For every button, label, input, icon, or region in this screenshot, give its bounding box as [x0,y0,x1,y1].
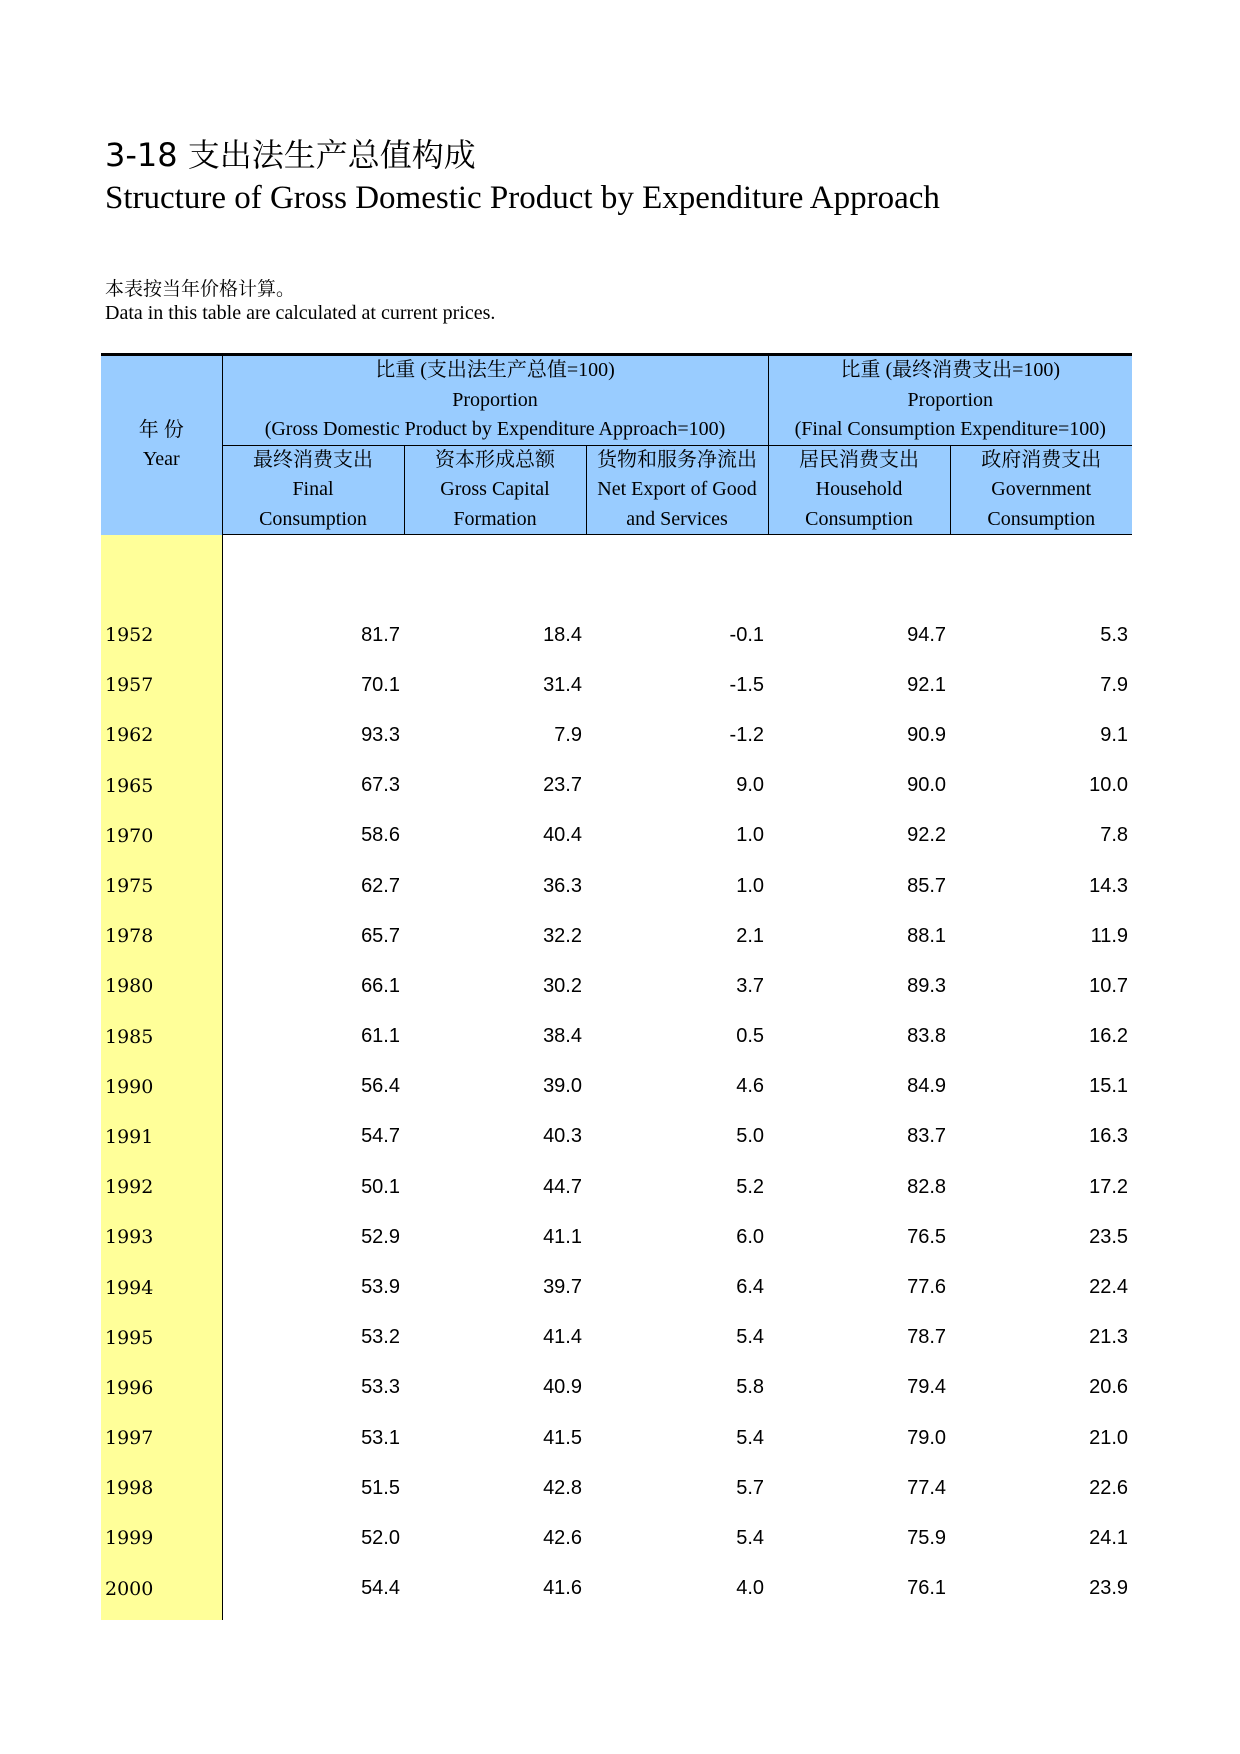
table-row [101,811,1132,861]
year-cell: 1978 [101,911,222,961]
group-consumption-line1: 比重 (最终消费支出=100) [840,359,1061,381]
value-cell: 53.2 [361,1326,400,1349]
table-body [101,535,1132,1620]
table-row [101,660,1132,710]
value-cell: 92.2 [907,824,947,847]
gdp-structure-table [101,353,1132,1620]
value-cell: 22.6 [1089,1476,1129,1499]
value-cell: 5.8 [736,1376,765,1399]
table-row [101,610,1132,660]
value-cell: 81.7 [361,623,400,646]
value-cell: 75.9 [907,1526,947,1549]
column-header-en2: and Services [626,507,728,530]
value-cell: 82.8 [907,1175,947,1198]
value-cell [404,535,586,611]
table-end-row [101,1614,1132,1620]
column-header-en2: Consumption [805,507,913,530]
value-cell [950,1614,1132,1620]
value-cell: 20.6 [1089,1376,1129,1399]
year-cell: 1992 [101,1162,222,1212]
value-cell: 41.4 [543,1326,582,1349]
value-cell [586,1614,768,1620]
value-cell: 2.1 [736,924,765,947]
value-cell: 7.9 [554,723,582,746]
value-cell: 4.6 [736,1075,765,1098]
column-header-en2: Consumption [987,507,1096,530]
column-header-cn: 资本形成总额 [435,448,555,471]
year-cell: 1985 [101,1012,222,1062]
value-cell: 77.4 [907,1476,947,1499]
year-cell: 1997 [101,1413,222,1463]
group-header-consumption [768,355,1132,446]
column-header-gross-capital-formation [404,445,586,535]
table-row [101,710,1132,760]
value-cell: 84.9 [907,1075,947,1098]
value-cell: 1.0 [736,874,765,897]
table-row [101,1413,1132,1463]
value-cell: 40.3 [543,1125,582,1148]
table-row [101,961,1132,1011]
value-cell: 85.7 [907,874,947,897]
value-cell [222,535,404,611]
value-cell: 14.3 [1089,874,1129,897]
value-cell [404,1614,586,1620]
value-cell: 54.4 [361,1577,400,1600]
value-cell: -1.2 [729,723,765,746]
value-cell: 53.3 [361,1376,400,1399]
value-cell: 23.9 [1089,1577,1129,1600]
value-cell: 30.2 [543,974,582,997]
value-cell: 51.5 [361,1476,400,1499]
value-cell: -1.5 [729,673,765,696]
value-cell: 90.9 [907,723,947,746]
value-cell: 21.3 [1089,1326,1129,1349]
value-cell: 16.3 [1089,1125,1129,1148]
value-cell: 39.7 [543,1276,582,1299]
column-header-cn: 最终消费支出 [253,448,373,471]
value-cell: 78.7 [907,1326,947,1349]
value-cell: 94.7 [907,623,947,646]
value-cell: 6.4 [736,1276,765,1299]
page-title-cn: 3-18 支出法生产总值构成 [105,136,476,174]
value-cell: 40.9 [543,1376,582,1399]
value-cell: 65.7 [361,924,400,947]
value-cell: 92.1 [907,673,947,696]
value-cell: 38.4 [543,1025,582,1048]
value-cell: 79.4 [907,1376,947,1399]
group-gdp-line1: 比重 (支出法生产总值=100) [375,359,615,381]
value-cell: 41.5 [543,1426,582,1449]
value-cell: 24.1 [1089,1526,1129,1549]
year-cell: 1957 [101,660,222,710]
value-cell: 11.9 [1090,924,1129,947]
value-cell: 23.5 [1089,1225,1129,1248]
value-cell: 36.3 [543,874,582,897]
value-cell: 44.7 [543,1175,582,1198]
value-cell: 10.7 [1089,974,1129,997]
year-cell: 1965 [101,761,222,811]
year-cell: 1999 [101,1513,222,1563]
table-row [101,1112,1132,1162]
table-row [101,911,1132,961]
year-cell: 1975 [101,861,222,911]
value-cell: 53.9 [361,1276,400,1299]
value-cell: 32.2 [543,924,582,947]
value-cell: 77.6 [907,1276,947,1299]
page-title-en: Structure of Gross Domestic Product by Expenditure Approach [105,180,940,216]
value-cell: 23.7 [543,774,582,797]
value-cell: 89.3 [907,974,947,997]
value-cell: 93.3 [361,723,400,746]
year-column-header [101,355,222,535]
value-cell: 40.4 [543,824,582,847]
value-cell: 6.0 [736,1225,765,1248]
value-cell: 88.1 [907,924,947,947]
value-cell: 52.9 [361,1225,400,1248]
value-cell [950,535,1132,611]
value-cell: 41.6 [543,1577,582,1600]
year-header-cn: 年 份 [138,418,184,441]
year-cell [101,535,222,611]
year-cell: 1993 [101,1212,222,1262]
value-cell: 9.0 [736,774,765,797]
value-cell: 3.7 [736,974,765,997]
note-cn: 本表按当年价格计算。 [105,278,296,300]
column-header-en1: Final [292,478,334,500]
table-row [101,1262,1132,1312]
group-consumption-line2: Proportion [907,388,994,411]
year-cell: 1995 [101,1313,222,1363]
value-cell: 53.1 [361,1426,400,1449]
note-en: Data in this table are calculated at current prices. [105,302,496,324]
table-row [101,1463,1132,1513]
value-cell: 76.1 [907,1577,947,1600]
year-cell: 1994 [101,1262,222,1312]
table-row [101,1162,1132,1212]
column-header-cn: 居民消费支出 [799,448,920,471]
value-cell: 58.6 [361,824,400,847]
value-cell: 39.0 [543,1075,582,1098]
year-cell: 2000 [101,1564,222,1614]
value-cell: 83.7 [907,1125,947,1148]
table-row [101,1363,1132,1413]
table-row [101,1564,1132,1614]
value-cell: 50.1 [361,1175,400,1198]
value-cell: 67.3 [361,774,400,797]
value-cell: 90.0 [907,774,947,797]
value-cell: -0.1 [729,623,765,646]
value-cell: 7.9 [1100,673,1129,696]
column-header-government-consumption [950,445,1132,535]
value-cell: 61.1 [361,1025,400,1048]
value-cell: 21.0 [1089,1426,1129,1449]
table-row [101,1513,1132,1563]
value-cell: 5.2 [736,1175,765,1198]
value-cell: 16.2 [1089,1025,1129,1048]
year-cell: 1998 [101,1463,222,1513]
value-cell: 1.0 [736,824,765,847]
group-gdp-line3: (Gross Domestic Product by Expenditure Approach=100) [264,418,726,440]
column-header-en1: Gross Capital [440,478,550,500]
value-cell: 54.7 [361,1125,400,1148]
value-cell: 5.4 [736,1526,765,1549]
year-cell: 1970 [101,811,222,861]
year-cell: 1991 [101,1112,222,1162]
value-cell: 66.1 [361,974,400,997]
value-cell: 17.2 [1089,1175,1129,1198]
value-cell: 56.4 [361,1075,400,1098]
value-cell: 41.1 [543,1225,582,1248]
column-header-household-consumption [768,445,950,535]
value-cell: 0.5 [736,1025,765,1048]
column-header-cn: 政府消费支出 [981,448,1102,471]
value-cell: 10.0 [1089,774,1129,797]
value-cell: 15.1 [1089,1075,1129,1098]
value-cell: 42.6 [543,1526,582,1549]
year-cell: 1980 [101,961,222,1011]
table-row [101,761,1132,811]
value-cell [222,1614,404,1620]
value-cell: 5.3 [1100,623,1129,646]
year-cell: 1962 [101,710,222,760]
value-cell: 5.7 [736,1476,765,1499]
year-cell: 1952 [101,610,222,660]
table-row [101,861,1132,911]
value-cell [768,1614,950,1620]
table-row [101,1212,1132,1262]
group-consumption-line3: (Final Consumption Expenditure=100) [794,418,1106,440]
column-header-en1: Household [815,478,903,500]
value-cell: 70.1 [361,673,400,696]
value-cell [586,535,768,611]
table-spacer-row [101,535,1132,611]
column-header-en1: Government [991,478,1092,500]
column-header-cn: 货物和服务净流出 [597,448,757,471]
value-cell: 79.0 [907,1426,947,1449]
table-row [101,1012,1132,1062]
group-gdp-line2: Proportion [452,388,538,411]
year-header-en: Year [142,448,180,471]
value-cell: 62.7 [361,874,400,897]
column-header-en2: Formation [453,507,537,530]
value-cell: 7.8 [1100,824,1129,847]
year-cell: 1990 [101,1062,222,1112]
column-header-en2: Consumption [259,507,367,530]
value-cell: 5.0 [736,1125,765,1148]
value-cell: 83.8 [907,1025,947,1048]
value-cell: 76.5 [907,1225,947,1248]
column-header-en1: Net Export of Good [597,478,757,500]
value-cell: 52.0 [361,1526,400,1549]
value-cell: 5.4 [736,1326,765,1349]
value-cell: 18.4 [543,623,582,646]
value-cell: 4.0 [736,1577,765,1600]
value-cell [768,535,950,611]
column-header-final-consumption [222,445,404,535]
table-row [101,1062,1132,1112]
table-row [101,1313,1132,1363]
value-cell: 22.4 [1089,1276,1129,1299]
value-cell: 5.4 [736,1426,765,1449]
year-cell [101,1614,222,1620]
year-cell: 1996 [101,1363,222,1413]
column-header-net-export [586,445,768,535]
value-cell: 31.4 [543,673,582,696]
value-cell: 42.8 [543,1476,582,1499]
value-cell: 9.1 [1100,723,1129,746]
group-header-gdp [222,355,768,446]
